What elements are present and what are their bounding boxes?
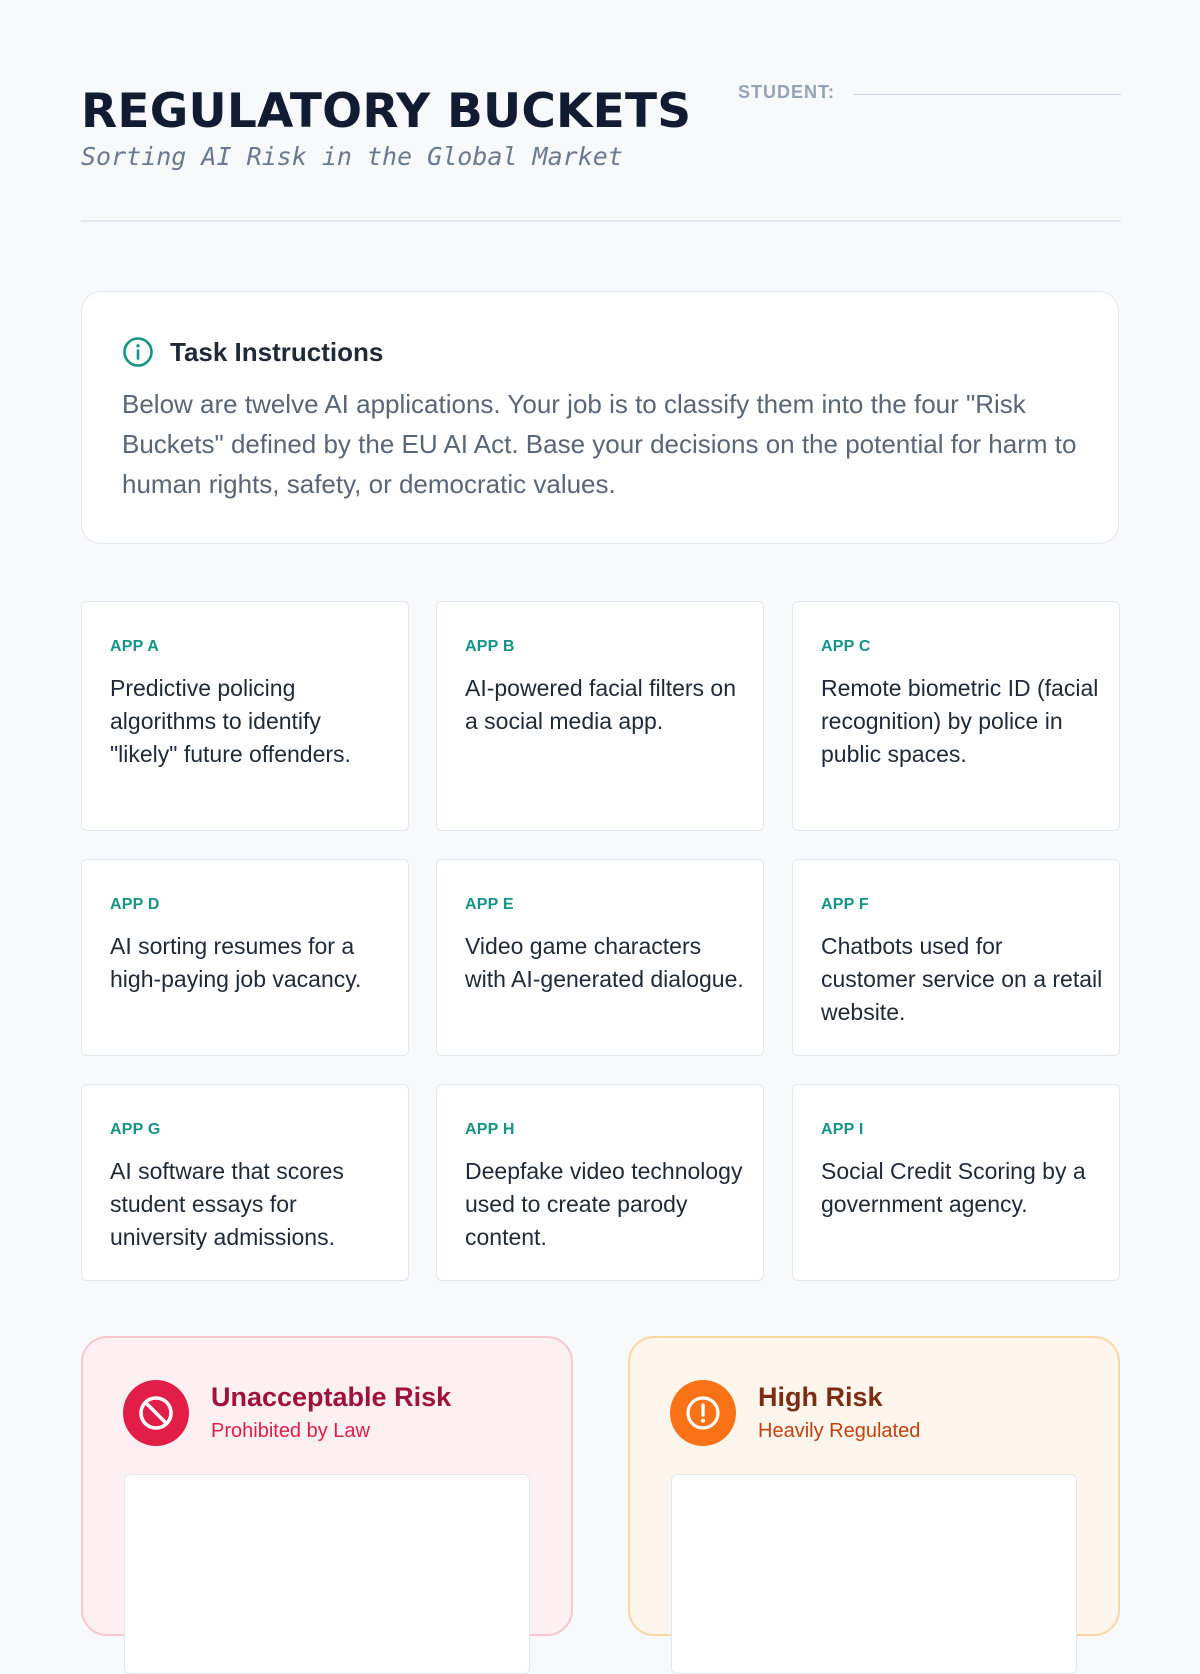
app-card[interactable]	[81, 1084, 409, 1281]
prohibited-icon	[123, 1380, 189, 1446]
app-card[interactable]	[792, 601, 1120, 831]
app-card-label: APP D	[110, 896, 160, 913]
app-card-text: Video game characters with AI-generated dialogue.	[465, 933, 744, 992]
app-card-text: Chatbots used for customer service on a retail website.	[821, 933, 1103, 1025]
bucket-unacceptable-risk	[81, 1336, 573, 1636]
bucket-drop-area[interactable]	[671, 1474, 1077, 1674]
bucket-title: High Risk	[758, 1382, 883, 1412]
app-card-label: APP H	[465, 1121, 515, 1138]
header-divider	[81, 220, 1121, 222]
bucket-drop-area[interactable]	[124, 1474, 530, 1674]
app-card-text: AI sorting resumes for a high-paying job vacancy.	[110, 933, 362, 992]
app-card-label: APP E	[465, 896, 514, 913]
student-label: STUDENT:	[738, 82, 835, 102]
page-title: REGULATORY BUCKETS	[81, 84, 692, 139]
app-card[interactable]	[436, 601, 764, 831]
app-card-label: APP A	[110, 638, 160, 655]
app-card-text: AI-powered facial filters on a social media app.	[465, 675, 737, 734]
alert-icon	[670, 1380, 736, 1446]
app-card-text: Predictive policing algorithms to identify "likely" future offenders.	[110, 675, 351, 767]
bucket-high-risk	[628, 1336, 1120, 1636]
app-card[interactable]	[792, 1084, 1120, 1281]
header	[81, 80, 1121, 222]
app-card[interactable]	[81, 859, 409, 1056]
app-card-text: Remote biometric ID (facial recognition) by police in public spaces.	[821, 675, 1099, 767]
app-card-label: APP B	[465, 638, 515, 655]
info-icon	[122, 336, 154, 368]
bucket-title: Unacceptable Risk	[211, 1382, 452, 1412]
instructions-panel	[81, 291, 1119, 544]
app-card-label: APP I	[821, 1121, 864, 1138]
app-card-text: Deepfake video technology used to create parody content.	[465, 1158, 743, 1250]
app-card-text: AI software that scores student essays for university admissions.	[110, 1158, 344, 1250]
app-card-label: APP F	[821, 896, 869, 913]
app-card[interactable]	[792, 859, 1120, 1056]
app-card-text: Social Credit Scoring by a government agency.	[821, 1158, 1086, 1217]
student-name-line[interactable]	[854, 94, 1121, 95]
page-subtitle: Sorting AI Risk in the Global Market	[81, 142, 623, 171]
instructions-body: Below are twelve AI applications. Your job is to classify them into the four "Risk Buckets" defined by the EU AI Act. Base your decisions on the potential for harm to human rights, safety, or democratic values.	[122, 389, 1077, 499]
app-card[interactable]	[81, 601, 409, 831]
app-card[interactable]	[436, 1084, 764, 1281]
app-card-label: APP G	[110, 1121, 161, 1138]
bucket-subtitle: Prohibited by Law	[211, 1420, 370, 1442]
app-card[interactable]	[436, 859, 764, 1056]
instructions-title: Task Instructions	[170, 336, 384, 367]
bucket-subtitle: Heavily Regulated	[758, 1420, 921, 1442]
app-card-label: APP C	[821, 638, 871, 655]
